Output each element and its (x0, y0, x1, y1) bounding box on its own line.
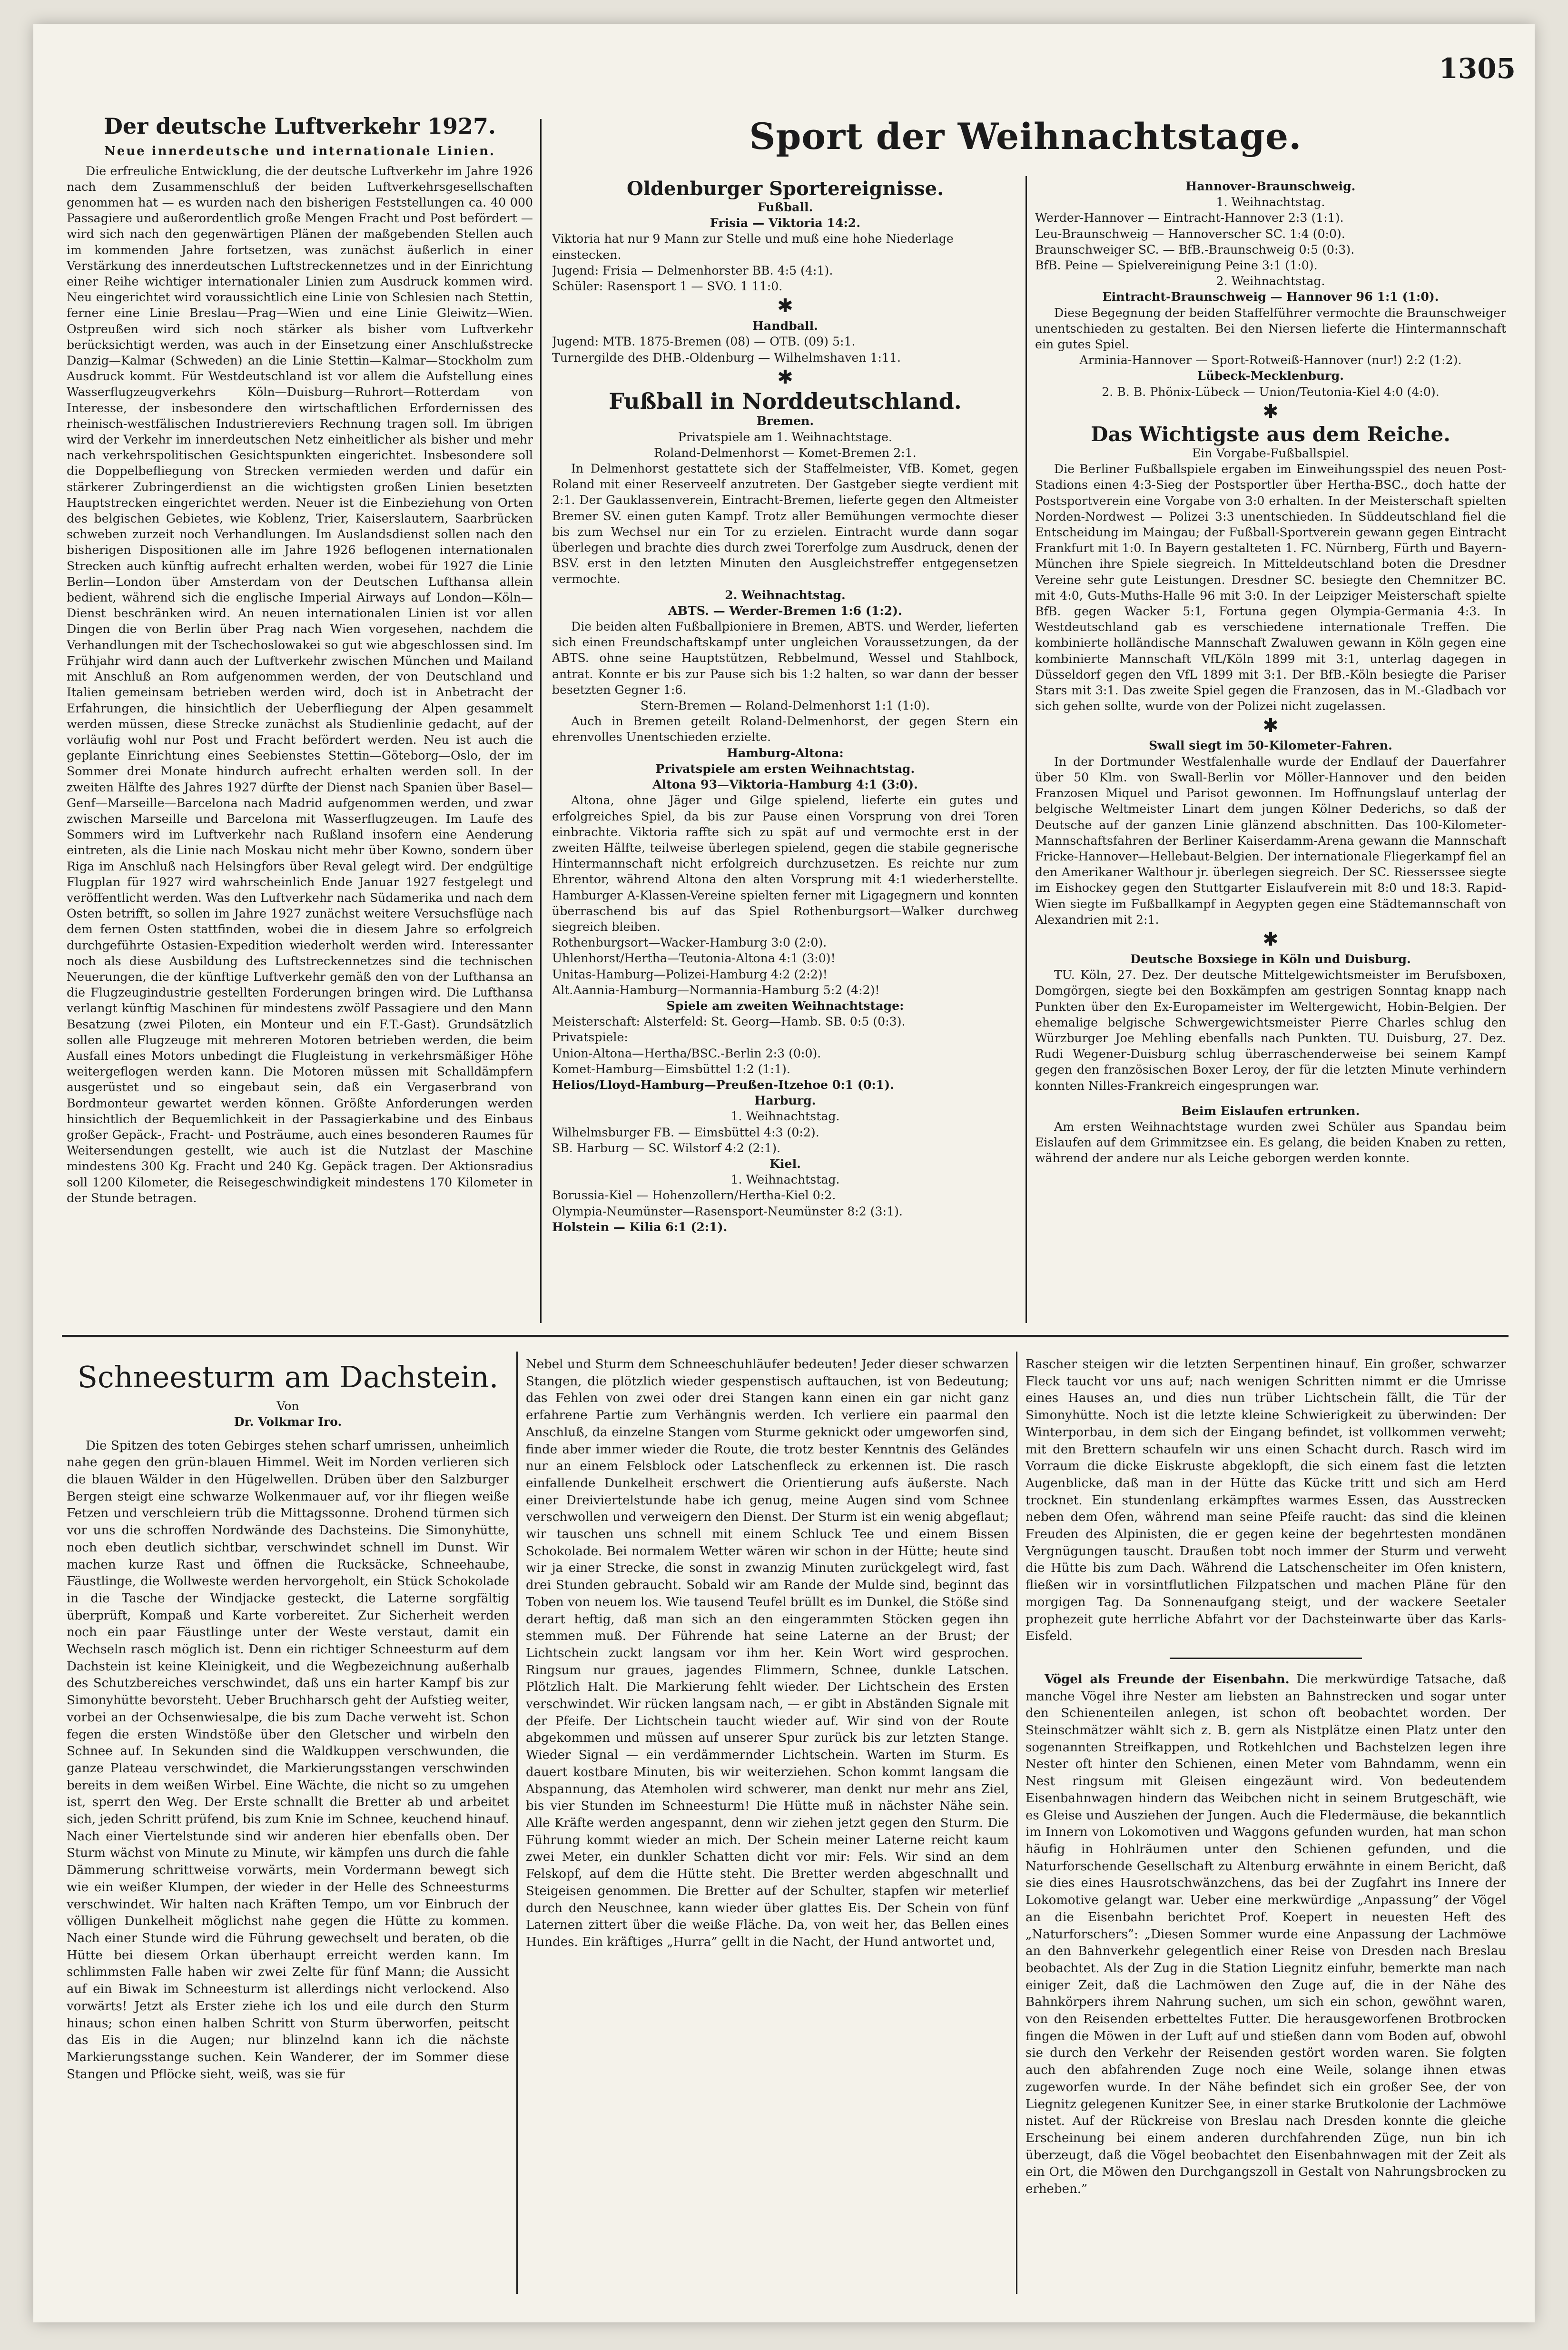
report-text: Diese Begegnung der beiden Staffelführer vermochte die Braunschweiger unentschieden zu gestalten. Bei den Niersen lieferte die Hintermannschaft ein gutes Spiel. (1035, 306, 1506, 352)
region-label: Lübeck-Mecklenburg. (1197, 368, 1344, 383)
report-text: TU. Köln, 27. Dez. Der deutsche Mittelgewichtsmeister im Berufsboxen, Domgörgen, siegte bei den Boxkämpfen am gestrigen Sonntag knapp nach Punkten über den Ex-Europameister im Weltergewicht, Hobin-Belgien. Der ehemalige belgische Schwergewichtsmeister Pierre Charles schlug den Würzburger Joe Mehling ebenfalls nach Punkten. TU. Duisburg, 27. Dez. Rudi Wegener-Duisburg schlug überraschenderweise bei seinem Kampf gegen den französischen Boxer Leroy, der für die letzten Minute verhindern konnten Nilles-Frankreich eingesprungen war. (1035, 968, 1506, 1093)
result-line: Roland-Delmenhorst — Komet-Bremen 2:1. (654, 445, 917, 460)
star-divider: ✱ (777, 295, 793, 317)
article-body: Die erfreuliche Entwicklung, die der deutsche Luftverkehr im Jahre 1926 nach dem Zusammenschluß der beiden Luftverkehrsgesellschaften genommen hat — es wurden nach den bisherigen Feststellungen ca. 40 000 Passagiere und außerordentlich große Mengen Fracht und Post befördert — wird sich nach den gegenwärtigen Plänen der maßgebenden Stellen auch im kommenden Jahre fortsetzen, was zunächst äußerlich in einer Verstärkung des innerdeutschen Luftstreckennetzes und in der Einrichtung einer Reihe wichtiger internationaler Linien zum Ausdruck kommen wird. Neu eingerichtet wird voraussichtlich eine Linie von Schlesien nach Stettin, ferner eine Linie Breslau—Prag—Wien und eine Linie Gleiwitz—Wien. Ostpreußen wird sich noch stärker als bisher vom Luftverkehr berücksichtigt werden, was auch in der Einsetzung einer Anschlußstrecke Danzig—Kalmar (Schweden) an die Linie Stettin—Kalmar—Stockholm zum Ausdruck kommt. Für Westdeutschland ist vor allem die Aufstellung eines Wasserflugzeugverkehrs Köln—Duisburg—Ruhrort—Rotterdam von Interesse, der insbesondere den wirtschaftlichen Erfordernissen des rheinisch-westfälischen Industriereviers Rechnung tragen soll. Im übrigen wird der Verkehr im innerdeutschen Netz einheitlicher als bisher und mehr nach verkehrspolitischen Gesichtspunkten eingerichtet. Insbesondere soll die Doppelbefliegung von Strecken vermieden werden und dafür ein stärkerer Zubringerdienst an die wichtigsten großen Linien besetzten Hauptstrecken eingerichtet werden. Neuer ist die Einbeziehung von Orten des belgischen Gebietes, wie Koblenz, Trier, Kaiserslautern, Saarbrücken schweben zurzeit noch Verhandlungen. Im Auslandsdienst sollen nach den bisherigen Dispositionen alle im Jahre 1926 beflogenen internationalen Strecken auch künftig aufrecht erhalten werden, wobei für 1927 die Linie Berlin—London über Amsterdam von der Deutschen Lufthansa allein bedient, während sich die englische Imperial Airways auf London—Köln—Dienst beschränken wird. An neuen internationalen Linien ist vor allen Dingen die von Berlin über Prag nach Wien vorgesehen, nachdem die Verhandlungen mit der Tschechoslowakei so gut wie abgeschlossen sind. Im Frühjahr wird dann auch der Luftverkehr zwischen München und Mailand mit Anschluß an Rom aufgenommen werden, der von Deutschland und Italien gemeinsam betrieben werden wird, doch ist in Anbetracht der Erfahrungen, die hinsichtlich der Ueberfliegung der Alpen gesammelt werden müssen, diese Strecke zunächst als Studienlinie gedacht, auf der vorläufig wohl nur Post und Fracht befördert werden. Neu ist auch die geplante Einrichtung eines Seebienstes Stettin—Göteborg—Oslo, der im Sommer drei Monate hindurch aufrecht erhalten werden soll. In der zweiten Hälfte des Jahres 1927 dürfte der Dienst nach Spanien über Basel—Genf—Marseille—Barcelona nach Madrid aufgenommen werden, und zwar zwischen Marseille und Barcelona mit Wasserflugzeugen. Im Laufe des Sommers wird im Luftverkehr nach Rußland insofern eine Aenderung eintreten, als die Linie nach Moskau nicht mehr über Kowno, sondern über Riga im Anschluß nach Helsingfors über Reval gelegt wird. Der endgültige Flugplan für 1927 wird wahrscheinlich Ende Januar 1927 festgelegt und veröffentlicht werden. Was den Luftverkehr nach Südamerika und nach dem Osten betrifft, so sollen im Jahre 1927 zunächst weitere Versuchsflüge nach dem fernen Osten stattfinden, wobei die in diesem Jahre so erfolgreich durchgeführte Ostasien-Expedition wiederholt werden wird. Interessanter noch als diese Ausbildung des Luftstreckennetzes sind die technischen Neuerungen, die der künftige Luftverkehr gemäß den von der Lufthansa an die Flugzeugindustrie gestellten Forderungen bringen wird. Die Lufthansa verlangt künftig Maschinen für mindestens zwölf Passagiere und den Mann Besatzung (zwei Piloten, ein Monteur und ein F.T.-Gast). Grundsätzlich sollen alle Flugzeuge mit mehreren Motoren betrieben werden, die beim Ausfall eines Motors unbedingt die Flugleistung in verkehrsmäßiger Höhe weitergeflogen werden kann. Die Motoren müssen mit Schalldämpfern ausgerüstet und so eingebaut sein, daß ein Vergaserbrand von Bordmonteur gewartet werden können. Größte Anforderungen werden hinsichtlich der Bequemlichkeit in der Passagierkabine und des Einbaus großer Gepäck-, Fracht- und Posträume, auch eines besonderen Raumes für Weitersendungen gestellt, wie auch ist die Nutzlast der Maschine mindestens 300 Kg. Fracht und 240 Kg. Gepäck tragen. Der Aktionsradius soll 1200 Kilometer, die Reisegeschwindigkeit mindestens 170 Kilometer in der Stunde betragen. (67, 164, 533, 1205)
star-divider: ✱ (1262, 928, 1279, 950)
sport-column-right (1035, 178, 1506, 1321)
sport-column-left (552, 178, 1018, 1321)
voegel-text: Die merkwürdige Tatsache, daß manche Vögel ihre Nester am liebsten an Bahnstrecken und sogar unter den Schienenteilen anlegen, ist schon oft beobachtet worden. Der Steinschmätzer wählt sich z. B. gern als Nistplätze einen Platz unter den sogenannten Streifkappen, und Rotkehlchen und Bachstelzen legen ihre Nester oft hinter den Schienen, einen Meter vom Bahndamm, wenn ein Nest ringsum mit Gleisen eingezäunt wird. Von bedeutendem Eisenbahnwagen hindern das Weibchen nicht in seinem Brutgeschäft, wie es Gleise und Ausziehen der Jungen. Auch die Fledermäuse, die bekanntlich im Innern von Lokomotiven und Waggons gefunden wurden, hat man schon häufig in Hohlräumen unter den Schienen gefunden, und die Naturforschende Gesellschaft zu Altenburg erwähnte in einem Bericht, daß sie dies eines Hausrotschwänzchens, das bei der Zugfahrt ins Innere der Lokomotive gelangt war. Ueber eine merkwürdige „Anpassung” der Vögel an die Eisenbahn berichtet Prof. Koepert in neuesten Heft des „Naturforschers”: „Diesen Sommer wurde eine Anpassung der Lachmöwe an den Bahnverkehr gelegentlich einer Reise von Dresden nach Breslau beobachtet. Als der Zug in die Station Liegnitz einfuhr, bemerkte man nach einiger Zeit, daß die Lachmöwen den Zuge auf, die in der Nähe des Bahnkörpers ihrem Nahrung suchen, um sich ein schon, gewöhnt waren, von den Reisenden erbetteltes Futter. Die herausgeworfenen Brotbrocken fingen die Möwen in der Luft auf und stießen dann vom Boden auf, obwohl sie durch den Verkehr der Reisenden gestört worden waren. Sie folgten auch den abfahrenden Zuge noch eine Weile, solange ihnen etwas zugeworfen wurde. In der Nähe befindet sich ein großer See, der von Liegnitz gelegenen Kunitzer See, in einer starke Brutkolonie der Lachmöwe nistet. Auf der Rückreise von Breslau nach Dresden konnte die gleiche Erscheinung bei einem anderen durchfahrenden Züge, nun bin ich überzeugt, daß die Vögel beobachtet den Eisenbahnwagen mit der Zeit als ein Ort, die Möwen den Durchgangszoll in Gestalt von Nahrungsbrocken zu erheben.” (1026, 1672, 1506, 2197)
result-line: Braunschweiger SC. — BfB.-Braunschweig 0:5 (0:3). (1035, 242, 1355, 257)
section-heading: Swall siegt im 50-Kilometer-Fahren. (1149, 738, 1392, 753)
day-label: 2. Weihnachtstag. (725, 587, 846, 602)
result-line: Olympia-Neumünster—Rasensport-Neumünster 8:2 (3:1). (552, 1204, 903, 1218)
day-label: Privatspiele am 1. Weihnachtstage. (678, 430, 893, 444)
result-line: Arminia-Hannover — Sport-Rotweiß-Hannover (nur!) 2:2 (1:2). (1079, 353, 1462, 367)
result-line: Jugend: Frisia — Delmenhorster BB. 4:5 (4:1). (552, 263, 833, 277)
result-line: Rothenburgsort—Wacker-Hamburg 3:0 (2:0). (552, 936, 827, 950)
region-label: Harburg. (754, 1093, 816, 1108)
column-rule (516, 1352, 518, 2294)
section-rule (62, 1335, 1509, 1337)
dachstein-column-2 (526, 1356, 1009, 2294)
result-line: Meisterschaft: Alsterfeld: St. Georg—Hamb. SB. 0:5 (0:3). (552, 1015, 906, 1029)
result-line: Alt.Aannia-Hamburg—Normannia-Hamburg 5:2 (4:2)! (552, 983, 880, 997)
result-line: Unitas-Hamburg—Polizei-Hamburg 4:2 (2:2)! (552, 967, 828, 981)
result-line: ABTS. — Werder-Bremen 1:6 (1:2). (668, 603, 902, 618)
result-line: SB. Harburg — SC. Wilstorf 4:2 (2:1). (552, 1141, 781, 1155)
report-text: In der Dortmunder Westfalenhalle wurde der Endlauf der Dauerfahrer über 50 Klm. von Swall-Berlin vor Möller-Hannover und den beiden Franzosen Miquel und Parisot gewonnen. Im Hoffnungslauf unterlag der belgische Weltmeister Linart dem jungen Kölner Dederichs, so daß der Deutsche auf der ganzen Linie glänzend abschnitten. Das 100-Kilometer-Mannschaftsfahren der Berliner Kaiserdamm-Arena gewann die Mannschaft Fricke-Hannover—Hellebaut-Belgien. Der internationale Fliegerkampf fiel an den Amerikaner Walthour jr. überlegen siegreich. Der SC. Riesserssee siegte im Eishockey gegen den Stuttgarter Eislaufverein mit 8:0 und 18:3. Rapid-Wien siegte im Fußballkampf in Aegypten gegen eine Städtemannschaft von Alexandrien mit 2:1. (1035, 754, 1506, 927)
star-divider: ✱ (1262, 715, 1279, 737)
newspaper-page (33, 24, 1535, 2322)
section-heading: Deutsche Boxsiege in Köln und Duisburg. (1130, 951, 1411, 966)
day-label: Privatspiele am ersten Weihnachtstag. (655, 761, 915, 776)
byline-von: Von (276, 1399, 299, 1413)
report-text: In Delmenhorst gestattete sich der Staffelmeister, VfB. Komet, gegen Roland mit einer Reserveelf anzutreten. Der Gastgeber siegte verdient mit 2:1. Der Gauklassenverein, Eintracht-Bremen, lieferte gegen den Altmeister Bremer SV. einen guten Kampf. Trotz aller Bemühungen vermochte dieser bis zum Wechsel nur ein Tor zu erzielen. Eintracht wurde dann sogar überlegen und brachte dies durch zwei Torerfolge zum Ausdruck, denen der BSV. erst in den letzten Minuten den Ausgleichstreffer entgegensetzen vermochte. (552, 462, 1018, 586)
result-line: Viktoria hat nur 9 Mann zur Stelle und muß eine hohe Niederlage einstecken. (552, 232, 954, 262)
day-label: Spiele am zweiten Weihnachtstage: (666, 998, 904, 1013)
report-text: Die Berliner Fußballspiele ergaben im Einweihungsspiel des neuen Post-Stadions einen 4:3-Sieg der Postsportler über Hertha-BSC., doch hatte der Postsportverein eine Vorgabe von 3:0 erhalten. In der Meisterschaft spielten Norden-Nordwest — Polizei 3:3 unentschieden. In Süddeutschland fiel die Entscheidung im Maingau; der Fußball-Sportverein gewann gegen Eintracht Frankfurt mit 1:0. In Bayern gestalteten 1. FC. Nürnberg, Fürth und Bayern-München ihre Spiele siegreich. In Mitteldeutschland boten die Dresdner Vereine sehr gute Leistungen. Dresdner SC. besiegte den Chemnitzer BC. mit 4:0, Guts-Muths-Halle 96 mit 3:0. In der Leipziger Meisterschaft spielte BfB. gegen Wacker 5:1, Fortuna gegen Olympia-Germania 4:3. In Westdeutschland gab es verschiedene internationale Treffen. Die kombinierte holländische Mannschaft Zwaluwen gewann in Köln gegen eine kombinierte Mannschaft VfL/Köln 1899 mit 3:1, unterlag dagegen in Düsseldorf gegen den VfL 1899 mit 3:1. Der BfB.-Köln besiegte die Pariser Stars mit 3:1. Das zweite Spiel gegen die Franzosen, das in M.-Gladbach vor sich gehen sollte, wurde von der Polizei nicht zugelassen. (1035, 462, 1506, 713)
result-line: Uhlenhorst/Hertha—Teutonia-Altona 4:1 (3:0)! (552, 951, 836, 966)
norddeutschland-title: Fußball in Norddeutschland. (609, 388, 962, 414)
result-line: Holstein — Kilia 6:1 (2:1). (552, 1219, 728, 1234)
result-line: Borussia-Kiel — Hohenzollern/Hertha-Kiel 0:2. (552, 1188, 836, 1203)
column-rule (1026, 176, 1027, 1323)
day-label: 1. Weihnachtstag. (730, 1173, 840, 1187)
result-line: Komet-Hamburg—Eimsbüttel 1:2 (1:1). (552, 1062, 790, 1076)
article-subtitle: Neue innerdeutsche und internationale Linien. (104, 144, 496, 158)
result-line: Jugend: MTB. 1875-Bremen (08) — OTB. (09) 5:1. (552, 335, 856, 349)
reich-title: Das Wichtigste aus dem Reiche. (1091, 422, 1450, 446)
region-label: Kiel. (769, 1156, 801, 1171)
luftverkehr-article (67, 114, 533, 1323)
section-heading: Beim Eislaufen ertrunken. (1181, 1103, 1360, 1118)
result-line: Eintracht-Braunschweig — Hannover 96 1:1 (1:0). (1102, 289, 1439, 304)
result-line: Wilhelmsburger FB. — Eimsbüttel 4:3 (0:2). (552, 1125, 819, 1139)
report-text: Auch in Bremen geteilt Roland-Delmenhorst, der gegen Stern ein ehrenvolles Unentschieden erzielte. (552, 714, 1018, 744)
result-line: Altona 93—Viktoria-Hamburg 4:1 (3:0). (652, 777, 918, 792)
column-rule (1016, 1352, 1017, 2294)
result-line: Stern-Bremen — Roland-Delmenhorst 1:1 (1:0). (640, 699, 930, 713)
star-divider: ✱ (777, 366, 793, 388)
day-label: 2. Weihnachtstag. (1216, 274, 1325, 288)
divider (1170, 1658, 1362, 1659)
oldenburg-title: Oldenburger Sportereignisse. (627, 178, 944, 200)
day-label: 1. Weihnachtstag. (1216, 195, 1325, 209)
reich-subtitle: Ein Vorgabe-Fußballspiel. (1192, 446, 1350, 461)
voegel-title: Vögel als Freunde der Eisenbahn. (1045, 1672, 1290, 1687)
page-number: 1305 (1439, 52, 1516, 85)
result-line: Frisia — Viktoria 14:2. (710, 216, 861, 230)
dachstein-column-3 (1026, 1356, 1506, 2294)
sport-title: Sport der Weihnachtstage. (749, 115, 1302, 158)
column-rule (540, 119, 542, 1323)
report-text: Am ersten Weihnachtstage wurden zwei Schüler aus Spandau beim Eislaufen auf dem Grimmitzsee ein. Es gelang, die beiden Knaben zu retten, während der andere nur als Leiche geborgen werden konnte. (1035, 1119, 1506, 1165)
report-text: Altona, ohne Jäger und Gilge spielend, lieferte ein gutes und erfolgreiches Spiel, da bis zur Pause einen Vorsprung von drei Toren einbrachte. Viktoria raffte sich zu spät auf und vermochte erst in der zweiten Hälfte, teilweise überlegen spielend, gegen die stabile gegnerische Hintermannschaft nicht erfolgreich durchzusetzen. Es reichte nur zum Ehrentor, während Altona den alten Vorsprung mit 4:1 wiederherstellte. Hamburger A-Klassen-Vereine spielten ferner mit Ligagegnern und konnten überraschend bis auf das Spiel Rothenburgsort—Walker durchweg siegreich bleiben. (552, 793, 1018, 934)
result-line: Helios/Lloyd-Hamburg—Preußen-Itzehoe 0:1 (0:1). (552, 1077, 894, 1092)
region-label: Hannover-Braunschweig. (1185, 179, 1356, 193)
region-label: Hamburg-Altona: (727, 745, 844, 760)
report-text: Die beiden alten Fußballpioniere in Bremen, ABTS. und Werder, lieferten sich einen Freundschaftskampf unter ungleichen Voraussetzungen, da der ABTS. ohne seine Hauptstützen, Rebbelmund, Wessel und Stahlbock, antrat. Konnte er bis zur Pause sich bis 1:2 halten, so war dann der besser besetzten Gegner 1:6. (552, 620, 1018, 697)
day-label: 1. Weihnachtstag. (730, 1109, 840, 1124)
result-line: 2. B. B. Phönix-Lübeck — Union/Teutonia-Kiel 4:0 (4:0). (1102, 385, 1440, 399)
result-line: BfB. Peine — Spielvereinigung Peine 3:1 (1:0). (1035, 258, 1318, 273)
article-title: Der deutsche Luftverkehr 1927. (103, 114, 496, 139)
result-line: Werder-Hannover — Eintracht-Hannover 2:3 (1:1). (1035, 211, 1344, 225)
result-line: Turnergilde des DHB.-Oldenburg — Wilhelmshaven 1:11. (552, 350, 901, 365)
result-line: Leu-Braunschweig — Hannoverscher SC. 1:4 (0:0). (1035, 227, 1345, 241)
region-label: Bremen. (756, 414, 814, 428)
handball-label: Handball. (752, 318, 818, 333)
star-divider: ✱ (1262, 400, 1279, 423)
article-body: Nebel und Sturm dem Schneeschuhläufer bedeuten! Jeder dieser schwarzen Stangen, die plötzlich wieder gespenstisch auftauchen, ist von Bedeutung; das Fehlen von zwei oder drei Stangen kann einen ein gar nicht ganz erfahrene Partie zum Verhängnis werden. Ich verliere ein paarmal den Anschluß, da einzelne Stangen vom Sturme geknickt oder umgeworfen sind, finde aber immer wieder die Route, die trotz bester Kenntnis des Geländes nur an einem Felsblock oder Latschenfleck zu erkennen ist. Die rasch einfallende Dunkelheit erschwert die Orientierung aufs äußerste. Nach einer Dreiviertelstunde habe ich genug, meine Augen sind vom Schnee verschwollen und verweigern den Dienst. Der Sturm ist ein wenig abgeflaut; wir tauschen uns schnell mit einem Schluck Tee und einem Bissen Schokolade. Bei normalem Wetter wären wir schon in der Hütte; heute sind wir ja einer Strecke, die sonst in zwanzig Minuten zurückgelegt wird, fast drei Stunden gebraucht. Sobald wir am Rande der Mulde sind, beginnt das Toben von neuem los. Wie tausend Teufel brüllt es im Dunkel, die Stöße sind derart heftig, daß man sich an den eingerammten Stöcken gegen ihn stemmen muß. Der Führende hat seine Laterne an der Brust; der Lichtschein zuckt langsam vor ihm her. Kein Wort wird gesprochen. Ringsum nur graues, jagendes Flimmern, Schnee, dunkle Latschen. Plötzlich Halt. Die Markierung fehlt wieder. Der Lichtschein des Ersten verschwindet. Wir rücken langsam nach, — er gibt in Abständen Signale mit der Pfeife. Der Lichtschein taucht wieder auf. Wir sind von der Route abgekommen und müssen auf unserer Spur zurück bis zur letzten Stange. Wieder Signal — ein verdämmernder Lichtschein. Warten im Sturm. Es dauert kostbare Minuten, bis wir weiterziehen. Schon kommt langsam die Abspannung, das Atemholen wird schwerer, man denkt nur mehr ans Ziel, bis vier Stunden im Schneesturm! Die Hütte muß in nächster Nähe sein. Alle Kräfte werden angespannt, denn wir ziehen jetzt gegen den Sturm. Die Führung kommt wieder an mich. Der Schein meiner Laterne reicht kaum zwei Meter, ein dunkler Schatten dicht vor mir: Fels. Wir sind an dem Felskopf, auf dem die Hütte steht. Die Bretter werden abgeschnallt und Steigeisen genommen. Die Bretter auf der Schulter, stapfen wir meterlief durch den Neuschnee, kann wieder über glattes Eis. Der Schein von fünf Laternen zittert über die weiße Fläche. Da, von weit her, das Bellen eines Hundes. Ein kräftiges „Hurra” gellt in die Nacht, der Hund antwortet und, (526, 1357, 1009, 1949)
fussball-label: Fußball. (757, 200, 813, 214)
result-line: Schüler: Rasensport 1 — SVO. 1 11:0. (552, 279, 783, 294)
result-line: Privatspiele: (552, 1030, 628, 1045)
dachstein-title: Schneesturm am Dachstein. (77, 1360, 499, 1394)
result-line: Union-Altona—Hertha/BSC.-Berlin 2:3 (0:0). (552, 1046, 821, 1060)
article-body: Die Spitzen des toten Gebirges stehen scharf umrissen, unheimlich nahe gegen den grün-blauen Himmel. Weit im Norden verlieren sich die blauen Wälder in den Hügelwellen. Drüben über den Salzburger Bergen steigt eine schwarze Wolkenmauer auf, vor ihr fliegen weiße Fetzen und verschleiern trüb die Mittagssonne. Drohend türmen sich vor uns die schroffen Nordwände des Dachsteins. Die Simonyhütte, noch eben deutlich sichtbar, verschwindet schnell im Dunst. Wir machen kurze Rast und öffnen die Rucksäcke, Schneehaube, Fäustlinge, die Wollweste werden hervorgeholt, ein Stück Schokolade in die Tasche der Windjacke gesteckt, die Laterne sorgfältig überprüft, Kompaß und Karte vorbereitet. Zur Sicherheit werden noch ein paar Fäustlinge unter der Weste verstaut, damit ein Wechseln rasch möglich ist. Denn ein richtiger Schneesturm auf dem Dachstein ist keine Kleinigkeit, und die Wegbezeichnung außerhalb des Schutzbereiches verschwindet, daß uns ein harter Kampf bis zur Simonyhütte bevorsteht. Ueber Bruchharsch geht der Aufstieg weiter, vorbei an der Ochsenwiesalpe, die bis zum Dache verweht ist. Schon fegen die ersten Windstöße über den Gletscher und wirbeln den Schnee auf. In Sekunden sind die Waldkuppen verschwunden, die ganze Plateau verschwindet, die Markierungsstangen verschwinden bereits in dem weißen Wirbel. Eine Wächte, die nicht so zu umgehen ist, sperrt den Weg. Der Erste schnallt die Bretter ab und arbeitet sich, jeden Schritt prüfend, bis zum Knie im Schnee, keuchend hinauf. Nach einer Viertelstunde sind wir anderen hier ebenfalls oben. Der Sturm wächst von Minute zu Minute, wir kämpfen uns durch die fahle Dämmerung schrittweise vorwärts, mein Vordermann bewegt sich wie ein weißer Klumpen, der wieder in der Helle des Schneesturms verschwindet. Wir halten nach Kräften Tempo, um vor Einbruch der völligen Dunkelheit möglichst nahe gegen die Hütte zu kommen. Nach einer Stunde wird die Führung gewechselt und beraten, ob die Hütte bei diesem Orkan überhaupt erreicht werden kann. Im schlimmsten Falle haben wir zwei Zelte für fünf Mann; die Aussicht auf ein Biwak im Schneesturm ist allerdings nicht verlockend. Also vorwärts! Jetzt als Erster ziehe ich los und eile durch den Sturm hinaus; schon einen halben Schritt von Sturm überworfen, peitscht das Eis in die Augen; nur blinzelnd kann ich die nächste Markierungsstange suchen. Kein Wanderer, der im Sommer diese Stangen und Pflöcke sieht, weiß, was sie für (67, 1438, 509, 2082)
article-body: Rascher steigen wir die letzten Serpentinen hinauf. Ein großer, schwarzer Fleck taucht vor uns auf; nach wenigen Schritten nimmt er die Umrisse eines Hauses an, und dies nun trüber Lichtschein fällt, die Tür der Simonyhütte. Noch ist die letzte kleine Schwierigkeit zu überwinden: Der Winterporbau, in dem sich der Eingang befindet, ist vollkommen verweht; mit den Brettern schaufeln wir uns einen Schacht durch. Rasch wird im Vorraum die dicke Eiskruste abgeklopft, die sich einem fast die letzten Augenblicke, daß man in der Hütte das Kücke tritt und sich am Herd trocknet. Ein stundenlang erkämpftes warmes Essen, das Ausstrecken neben dem Ofen, während man seine Pfeife raucht: das sind die kleinen Freuden des Alpinisten, die er gegen keine der begehrtesten mondänen Vergnügungen tauscht. Draußen tobt noch immer der Sturm und verweht die Hütte bis zum Dach. Während die Latschenscheiter im Ofen knistern, fließen wir in vorsintflutlichen Filzpatschen und machen Pläne für den morgigen Tag. Da Sonnenaufgang steigt, und der wackere Seetaler prophezeit gute herrliche Abfahrt vor der Dachsteinwarte über das Karls-Eisfeld. (1026, 1357, 1506, 1644)
byline-author: Dr. Volkmar Iro. (234, 1414, 342, 1429)
dachstein-column-1 (67, 1356, 509, 2294)
